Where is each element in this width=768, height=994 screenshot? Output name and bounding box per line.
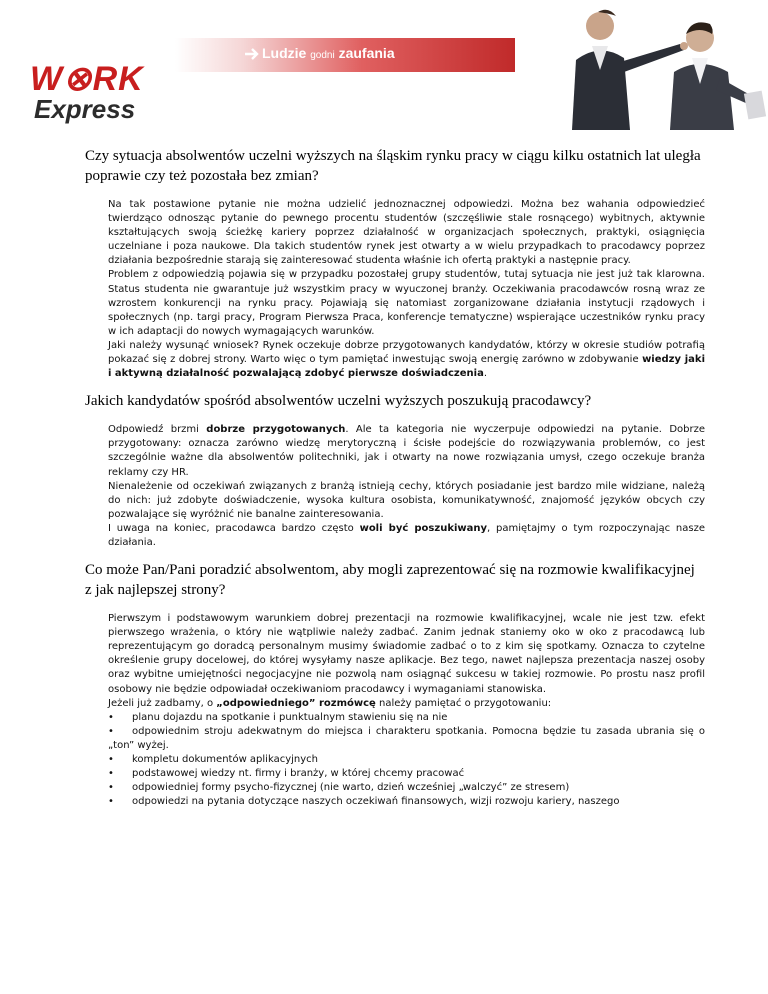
- paragraph: Jeżeli już zadbamy, o „odpowiedniego” rozmówcę należy pamiętać o przygotowaniu:: [108, 697, 552, 709]
- list-item: • podstawowej wiedzy nt. firmy i branży, w której chcemy pracować: [108, 768, 465, 780]
- paragraph: Pierwszym i podstawowym warunkiem dobrej prezentacji na rozmowie kwalifikacyjnej, wcale nie jest tzw. efekt pierwszego wrażenia, o który nie wątpliwie należy zadbać. Zanim jednak staniemy oko w oko z pracodawcą lub reprezentującym go doradcą personalnym musimy świadomie zadbać o to z kim się spotkamy. Oznacza to czytelne określenie grupy docelowej, do której wysyłamy nasze aplikacje. Bez tego, nawet najlepsza prezentacja naszej osoby oraz wybitne umiejętności negocjacyjne nie pozwolą nam osiągnąć sukcesu w takiej rozmowie. Po prostu nasz profil osobowy nie będzie odpowiadał oczekiwaniom pracodawcy i wymaganiami stanowiska.: [108, 613, 705, 695]
- paragraph: Odpowiedź brzmi dobrze przygotowanych. Ale ta kategoria nie wyczerpuje odpowiedzi na pytanie. Dobrze przygotowany: oznacza zarówno wiedzę merytoryczną i ścisłe podejście do rozwiązywania problemów, co jest szczególnie ważne dla absolwentów politechniki, jak i otwarty na nowe rozwiązania umysł, czego oczekuje branża reklamy czy HR.: [108, 424, 705, 478]
- question-1: Czy sytuacja absolwentów uczelni wyższych na śląskim rynku pracy w ciągu kilku ostatnich lat uległa poprawie czy też pozostała bez zmian?: [85, 148, 701, 184]
- paragraph: Jaki należy wysunąć wniosek? Rynek oczekuje dobrze przygotowanych kandydatów, którzy w okresie studiów potrafią pokazać się z dobrej strony. Warto więc o tym pamiętać inwestując swoją energię zarówno w zdobywanie wiedzy jaki i aktywną działalność pozwalającą zdobyć pierwsze doświadczenia.: [108, 339, 705, 380]
- answer-3: [108, 612, 705, 809]
- paragraph: I uwaga na koniec, pracodawca bardzo często woli być poszukiwany, pamiętajmy o tym rozpoczynając nasze działania.: [108, 522, 706, 548]
- answer-1: [108, 198, 705, 381]
- list-item: • planu dojazdu na spotkanie i punktualnym stawieniu się na nie: [108, 711, 448, 723]
- list-item: • odpowiednim stroju adekwatnym do miejsca i charakteru spotkania. Pomocna będzie tu zasada ubrania się o „ton” wyżej.: [108, 725, 705, 751]
- emphasis: „odpowiedniego” rozmówcę: [216, 697, 376, 709]
- logo-express: Express: [34, 94, 136, 124]
- answer-2: [108, 423, 705, 550]
- list-item: • kompletu dokumentów aplikacyjnych: [108, 754, 318, 765]
- paragraph: Nienależenie od oczekiwań związanych z branżą istnieją cechy, których posiadanie jest bardzo mile widziane, należą do nich: już zdobyte doświadczenie, wysoka kultura osobista, komunikatywność, znajomość języków obcych czy pozwalające się wyróżnić nie banalne zainteresowania.: [108, 480, 705, 520]
- logo: [30, 62, 144, 122]
- paragraph: Na tak postawione pytanie nie można udzielić jednoznacznej odpowiedzi. Można bez wahania odpowiedzieć twierdząco odnosząc pytanie do pewnego procentu studentów (szczęśliwie stale rosnącego) wybitnych, aktywnie kształtujących swoją ścieżkę kariery poprzez działalność w organizacjach społecznych, praktyki, osiągnięcia uczelniane i poza naukowe. Dla takich studentów rynek jest otwarty a w wielu przypadkach to pracodawcy poprzez działania bezpośrednie starają się zainteresować studenta właśnie ich ofertą praktyki a następnie pracy.: [108, 199, 705, 267]
- business-people-photo: [520, 0, 768, 130]
- arrow-icon: [244, 46, 260, 62]
- list-item: • odpowiedzi na pytania dotyczące naszych oczekiwań finansowych, wizji rozwoju kariery, naszego: [108, 796, 620, 808]
- emphasis: woli być poszukiwany: [359, 522, 488, 534]
- list-item: • odpowiedniej formy psycho-fizycznej (nie warto, dzień wcześniej „walczyć” ze stresem): [108, 782, 570, 794]
- question-2: Jakich kandydatów spośród absolwentów uczelni wyższych poszukują pracodawcy?: [85, 393, 592, 410]
- paragraph: Problem z odpowiedzią pojawia się w przypadku pozostałej grupy studentów, tutaj sytuacja nie jest już tak klarowna. Status studenta nie gwarantuje już wszystkim pracy w wyuczonej branży. Oczekiwania pracodawców rosną wraz ze wzrostem konkurencji na rynku pracy. Pojawiają się natomiast zorganizowane działania instytucji rządowych i społecznych (np. targi pracy, Program Pierwsza Praca, konferencje tematyczne) wspierające uczestników rynku pracy w ich adaptacji do nowych wymagających warunków.: [108, 269, 705, 337]
- slogan: Ludzie godni zaufania: [262, 45, 395, 61]
- emphasis: wiedzy jaki i aktywną działalność pozwalającą zdobyć pierwsze doświadczenia: [108, 354, 705, 380]
- article: [85, 146, 705, 819]
- question-3: Co może Pan/Pani poradzić absolwentom, aby mogli zaprezentować się na rozmowie kwalifikacyjnej z jak najlepszej strony?: [85, 562, 695, 599]
- emphasis: dobrze przygotowanych: [206, 424, 346, 436]
- header-banner: [0, 0, 768, 130]
- logo-work: W⊗RK: [30, 60, 144, 98]
